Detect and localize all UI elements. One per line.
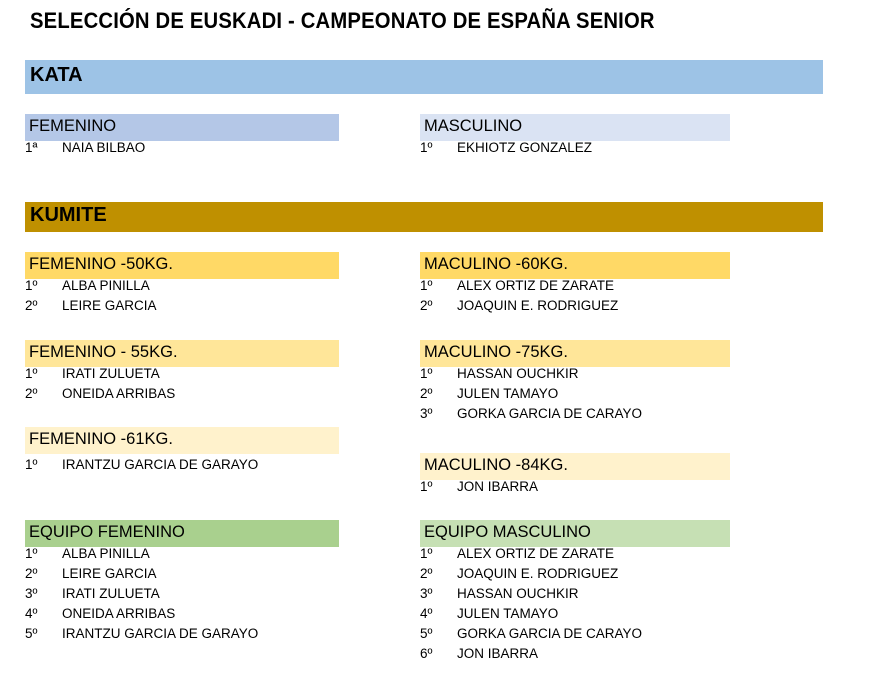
category-femenino-50kg [25, 252, 339, 316]
category-kata-masculino [420, 114, 730, 158]
athlete-list [25, 138, 339, 158]
athlete-list [420, 276, 730, 316]
category-kata-femenino [25, 114, 339, 158]
athlete-name: ALEX ORTIZ DE ZARATE [457, 546, 615, 561]
athlete-list [420, 544, 730, 664]
placement: 5º [420, 626, 433, 641]
category-label: FEMENINO -50KG. [29, 255, 173, 273]
athlete-row [420, 544, 730, 564]
placement: 3º [420, 586, 433, 601]
athlete-name: HASSAN OUCHKIR [457, 366, 579, 381]
placement: 1º [25, 457, 38, 472]
placement: 4º [420, 606, 433, 621]
section-kata-label: KATA [30, 64, 83, 86]
placement: 4º [25, 606, 38, 621]
athlete-name: ONEIDA ARRIBAS [62, 386, 176, 401]
athlete-name: ALBA PINILLA [62, 278, 150, 293]
athlete-row [420, 584, 730, 604]
athlete-list [420, 138, 730, 158]
placement: 2º [420, 566, 433, 581]
athlete-row [25, 604, 339, 624]
athlete-row [420, 624, 730, 644]
athlete-row [420, 477, 730, 497]
placement: 3º [25, 586, 38, 601]
placement: 2º [25, 386, 38, 401]
athlete-row [420, 404, 730, 424]
athlete-row [25, 296, 339, 316]
athlete-name: ONEIDA ARRIBAS [62, 606, 176, 621]
category-label: FEMENINO - 55KG. [29, 343, 178, 361]
category-header-fem55 [25, 340, 339, 367]
athlete-list [420, 477, 730, 497]
placement: 2º [420, 298, 433, 313]
athlete-list [420, 364, 730, 424]
category-label: FEMENINO -61KG. [29, 430, 173, 448]
category-femenino-55kg [25, 340, 339, 404]
athlete-list [25, 276, 339, 316]
category-header-masc60 [420, 252, 730, 279]
athlete-list [25, 455, 339, 475]
athlete-list [25, 364, 339, 404]
athlete-name: JULEN TAMAYO [457, 386, 559, 401]
category-masculino-60kg [420, 252, 730, 316]
athlete-name: IRANTZU GARCIA DE GARAYO [62, 457, 259, 472]
page-title: SELECCIÓN DE EUSKADI - CAMPEONATO DE ESPAÑA SENIOR [30, 8, 655, 33]
athlete-name: NAIA BILBAO [62, 140, 146, 155]
athlete-name: IRANTZU GARCIA DE GARAYO [62, 626, 259, 641]
placement: 1º [420, 546, 433, 561]
placement: 2º [25, 298, 38, 313]
section-kumite-label: KUMITE [30, 204, 107, 226]
category-label: EQUIPO MASCULINO [424, 523, 591, 541]
placement: 5º [25, 626, 38, 641]
placement: 1º [420, 479, 433, 494]
section-kumite-bar [25, 202, 823, 232]
category-label: MACULINO -75KG. [424, 343, 568, 361]
category-label: MACULINO -60KG. [424, 255, 568, 273]
category-femenino-61kg [25, 427, 339, 475]
placement: 1º [25, 546, 38, 561]
athlete-row [25, 455, 339, 475]
placement: 1º [25, 366, 38, 381]
athlete-row [25, 584, 339, 604]
athlete-row [420, 364, 730, 384]
athlete-name: LEIRE GARCIA [62, 298, 157, 313]
athlete-name: ALEX ORTIZ DE ZARATE [457, 278, 615, 293]
placement: 1ª [25, 140, 38, 155]
athlete-name: JOAQUIN E. RODRIGUEZ [457, 298, 619, 313]
athlete-name: ALBA PINILLA [62, 546, 150, 561]
category-label: MASCULINO [424, 117, 523, 135]
section-kata-bar [25, 60, 823, 94]
athlete-name: GORKA GARCIA DE CARAYO [457, 406, 643, 421]
athlete-name: IRATI ZULUETA [62, 366, 160, 381]
placement: 2º [25, 566, 38, 581]
category-label: EQUIPO FEMENINO [29, 523, 185, 541]
category-header-masc84 [420, 453, 730, 480]
category-header-fem50 [25, 252, 339, 279]
athlete-name: JULEN TAMAYO [457, 606, 559, 621]
athlete-name: GORKA GARCIA DE CARAYO [457, 626, 643, 641]
athlete-name: JOAQUIN E. RODRIGUEZ [457, 566, 619, 581]
athlete-row [25, 564, 339, 584]
category-header-fem61 [25, 427, 339, 454]
category-equipo-femenino [25, 520, 339, 644]
category-header-equipofem [25, 520, 339, 547]
athlete-row [420, 296, 730, 316]
athlete-row [25, 364, 339, 384]
athlete-name: HASSAN OUCHKIR [457, 586, 579, 601]
placement: 1º [420, 278, 433, 293]
athlete-name: JON IBARRA [457, 646, 539, 661]
placement: 3º [420, 406, 433, 421]
athlete-row [25, 276, 339, 296]
athlete-name: IRATI ZULUETA [62, 586, 160, 601]
athlete-row [420, 138, 730, 158]
category-header-femenino [25, 114, 339, 141]
category-masculino-84kg [420, 453, 730, 497]
athlete-row [25, 544, 339, 564]
athlete-row [420, 604, 730, 624]
athlete-row [25, 138, 339, 158]
placement: 1º [420, 140, 433, 155]
athlete-name: JON IBARRA [457, 479, 539, 494]
athlete-list [25, 544, 339, 644]
category-header-masc75 [420, 340, 730, 367]
placement: 1º [25, 278, 38, 293]
athlete-row [25, 624, 339, 644]
athlete-row [420, 384, 730, 404]
category-equipo-masculino [420, 520, 730, 664]
athlete-row [420, 276, 730, 296]
placement: 1º [420, 366, 433, 381]
athlete-row [25, 384, 339, 404]
category-masculino-75kg [420, 340, 730, 424]
category-header-masculino [420, 114, 730, 141]
placement: 2º [420, 386, 433, 401]
placement: 6º [420, 646, 433, 661]
athlete-name: LEIRE GARCIA [62, 566, 157, 581]
category-label: MACULINO -84KG. [424, 456, 568, 474]
athlete-name: EKHIOTZ GONZALEZ [457, 140, 593, 155]
category-header-equipomasc [420, 520, 730, 547]
athlete-row [420, 644, 730, 664]
category-label: FEMENINO [29, 117, 117, 135]
athlete-row [420, 564, 730, 584]
